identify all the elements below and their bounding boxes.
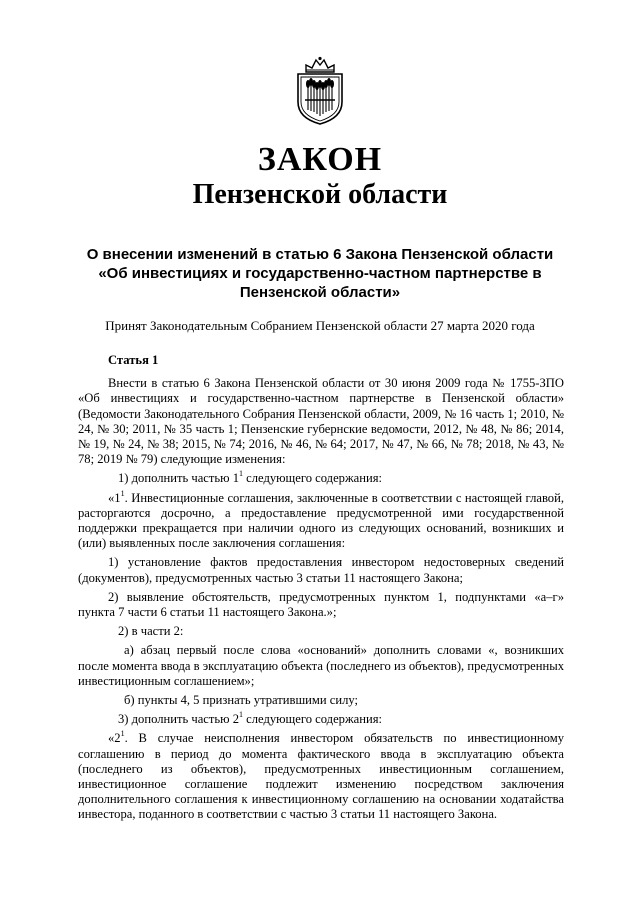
article-intro: Внести в статью 6 Закона Пензенской области от 30 июня 2009 года № 1755-ЗПО «Об инвестициях и государственно-частном партнерстве в Пензенской области» (Ведомости Законодательного Собрания Пензенской области, 2009, № 16 часть 1; 2010, № 24, № 30; 2011, № 35 часть 1; Пензенские губернские ведомости, 2012, № 48, № 86; 2014, № 19, № 24, № 38; 2015, № 74; 2016, № 46, № 64; 2017, № 47, № 66, № 78; 2018, № 43, № 78; 2019 № 79) следующие изменения: [78, 376, 564, 467]
amendment-item-3-tail: следующего содержания: [243, 712, 383, 727]
amendment-item-1-text: 1) дополнить частью 1 [118, 471, 239, 486]
part-1-1-text: . Инвестиционные соглашения, заключенные в соответствии с настоящей главой, расторгаются досрочно, а предоставление предусмотренной ими государственной поддержки прекращается при наличии одного из следующих оснований, возникших и (или) выявленных после заключения соглашения: [78, 490, 564, 551]
title-line-3: Пензенской области» [239, 284, 401, 301]
amendment-item-2a: а) абзац первый после слова «оснований» дополнить словами «, возникших после момента ввода в эксплуатацию объекта (последнего из объектов), предусмотренных инвестиционным соглашением»; [78, 643, 564, 688]
part-1-1 [78, 488, 564, 552]
part-2-1-number: «2 [108, 731, 121, 746]
superscript: 1 [120, 729, 125, 739]
superscript: 1 [120, 488, 125, 498]
superscript: 1 [239, 469, 243, 479]
ground-2: 2) выявление обстоятельств, предусмотренных пунктом 1, подпунктами «а–г» пункта 7 части 6 статьи 11 настоящего Закона.»; [78, 589, 564, 620]
article-body [78, 353, 564, 827]
part-2-1 [78, 731, 564, 822]
amendment-item-2: 2) в части 2: [118, 624, 184, 639]
amendment-item-1 [78, 471, 564, 486]
article-heading: Статья 1 [108, 353, 159, 367]
adoption-line: Принят Законодательным Собранием Пензенской области 27 марта 2020 года [105, 318, 535, 333]
amendment-item-3-text: 3) дополнить частью 2 [118, 712, 239, 727]
part-2-1-text: . В случае неисполнения инвестором обязательств по инвестиционному соглашению в период до момента фактического ввода в эксплуатацию объекта (последнего из объектов), предусмотренных инвестиционным соглашением, инвестиционное соглашение подлежит изменению посредством заключения дополнительного соглашения к инвестиционному соглашению на основании ходатайства инвестора, поданного в соответствии с частью 3 статьи 11 настоящего Закона. [78, 731, 564, 822]
document-title [70, 245, 570, 302]
title-line-1: О внесении изменений в статью 6 Закона Пензенской области [86, 246, 554, 263]
superscript: 1 [239, 710, 243, 720]
law-heading: ЗАКОН [257, 141, 383, 178]
amendment-item-3 [78, 712, 564, 727]
title-line-2: «Об инвестициях и государственно-частном партнерстве в [98, 265, 542, 282]
region-heading: Пензенской области [192, 179, 448, 210]
amendment-item-1-tail: следующего содержания: [243, 471, 383, 486]
ground-1: 1) установление фактов предоставления инвестором недостоверных сведений (документов), предусмотренных частью 3 статьи 11 настоящего Закона; [78, 555, 564, 585]
amendment-item-2b: б) пункты 4, 5 признать утратившими силу; [124, 693, 359, 708]
part-1-1-number: «1 [108, 490, 121, 505]
penza-coat-of-arms-icon [292, 56, 348, 126]
